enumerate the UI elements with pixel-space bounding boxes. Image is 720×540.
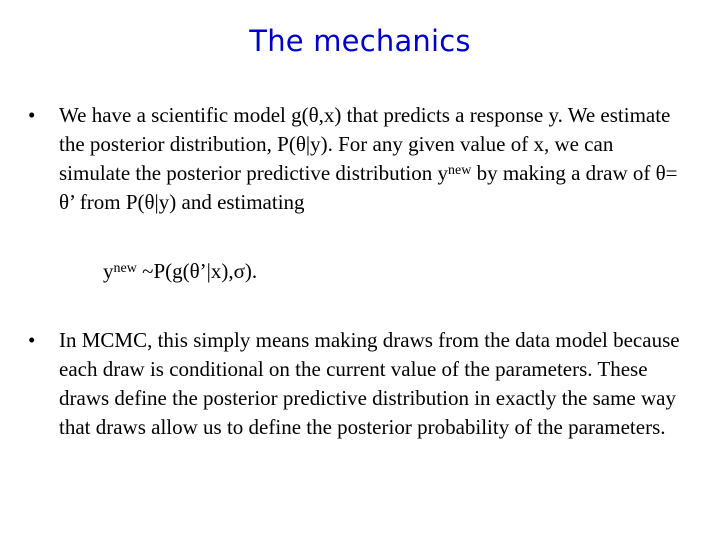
formula-rest: ~P(g(θ’|x),σ). [136,259,258,283]
bullet-text-2: In MCMC, this simply means making draws from the data model because each draw is conditional on the current value of the parameters. These draws define the posterior predictive distribution in exactly the same way that draws allow us to define the posterior probability of the parameters. [59,328,680,439]
predictive-formula [103,257,257,286]
formula-base: y [103,259,114,283]
slide-title: The mechanics [249,24,471,58]
bullet-text-1-part-b: by making a draw of θ= θ’ from P(θ|y) and estimating [59,161,678,214]
bullet-item-2 [28,326,688,442]
bullet-item-1 [28,101,688,217]
bullet-text-1-part-a: We have a scientific model g(θ,x) that predicts a response y. We estimate the posterior distribution, P(θ|y). For any given value of x, we can simulate the posterior predictive distribution y [59,103,671,185]
bullet-dot-icon: • [28,103,36,127]
formula-superscript: new [113,261,137,276]
bullet-text-1-superscript: new [448,163,472,178]
bullet-text-1 [59,101,688,217]
bullet-dot-icon: • [28,328,36,352]
